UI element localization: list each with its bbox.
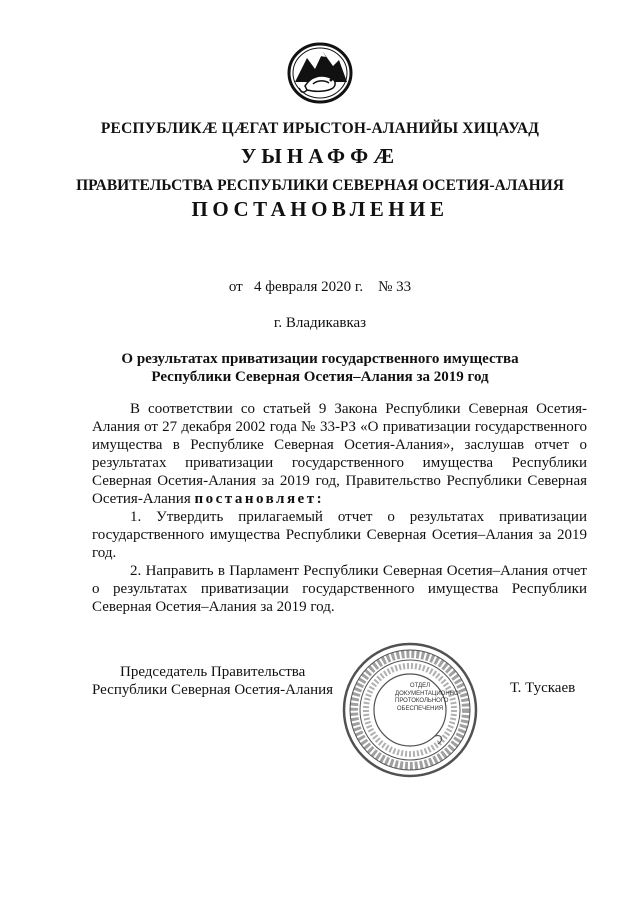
title-line-1: О результатах приватизации государственного имущества bbox=[121, 351, 519, 367]
document-type: ПОСТАНОВЛЕНИЕ bbox=[191, 197, 449, 221]
stamp-center-text bbox=[395, 683, 461, 713]
government-name: ПРАВИТЕЛЬСТВА РЕСПУБЛИКИ СЕВЕРНАЯ ОСЕТИЯ-АЛАНИЯ bbox=[76, 177, 564, 194]
intro-paragraph bbox=[92, 400, 587, 508]
city: г. Владикавказ bbox=[273, 315, 367, 331]
stamp-line: ПРОТОКОЛЬНОГО bbox=[395, 698, 449, 704]
signatory-position bbox=[92, 663, 333, 699]
stamp-line: ОБЕСПЕЧЕНИЯ bbox=[396, 705, 444, 712]
item-1: 1. Утвердить прилагаемый отчет о результатах приватизации государственного имущества Республики Северная Осетия–Алания за 2019 год. bbox=[92, 509, 587, 561]
document-type-ossetian: УЫНАФФӔ bbox=[240, 144, 400, 168]
document-date: 4 февраля 2020 г. bbox=[253, 279, 364, 295]
title-line-2: Республики Северная Осетия–Алания за 2019 год bbox=[151, 369, 489, 385]
intro-text: В соответствии со статьей 9 Закона Республики Северная Осетия-Алания от 27 декабря 2002 года № 33-РЗ «О приватизации государственного имущества в Республике Северная Осетия-Алания», заслушав отчет о результатах приватизации государственного имущества Республики Северная Осетия-Алания за 2019 год, Правительство Республики Северная Осетия-Алания bbox=[92, 401, 587, 507]
decree-word: постановляет: bbox=[194, 491, 325, 507]
item-2: 2. Направить в Парламент Республики Северная Осетия–Алания отчет о результатах приватизации государственного имущества Республики Северная Осетия–Алания за 2019 год. bbox=[92, 563, 587, 615]
number-label: № bbox=[378, 279, 393, 295]
document-title bbox=[0, 350, 640, 386]
position-line-2: Республики Северная Осетия-Алания bbox=[92, 682, 334, 698]
document-body bbox=[92, 400, 587, 616]
republic-name-ossetian: РЕСПУБЛИКӔ ЦӔГАТ ИРЫСТОН-АЛАНИЙЫ ХИЦАУАД bbox=[100, 120, 540, 137]
dateline bbox=[0, 279, 640, 296]
stamp-line: ОТДЕЛ bbox=[409, 683, 431, 689]
document-number: 33 bbox=[396, 279, 412, 295]
stamp-line: ДОКУМЕНТАЦИОННО- bbox=[395, 690, 461, 697]
coat-of-arms-emblem bbox=[287, 42, 353, 104]
signatory-name: Т. Тускаев bbox=[510, 680, 576, 696]
position-line-1: Председатель Правительства bbox=[120, 664, 306, 680]
dateline-prefix: от bbox=[228, 279, 243, 295]
